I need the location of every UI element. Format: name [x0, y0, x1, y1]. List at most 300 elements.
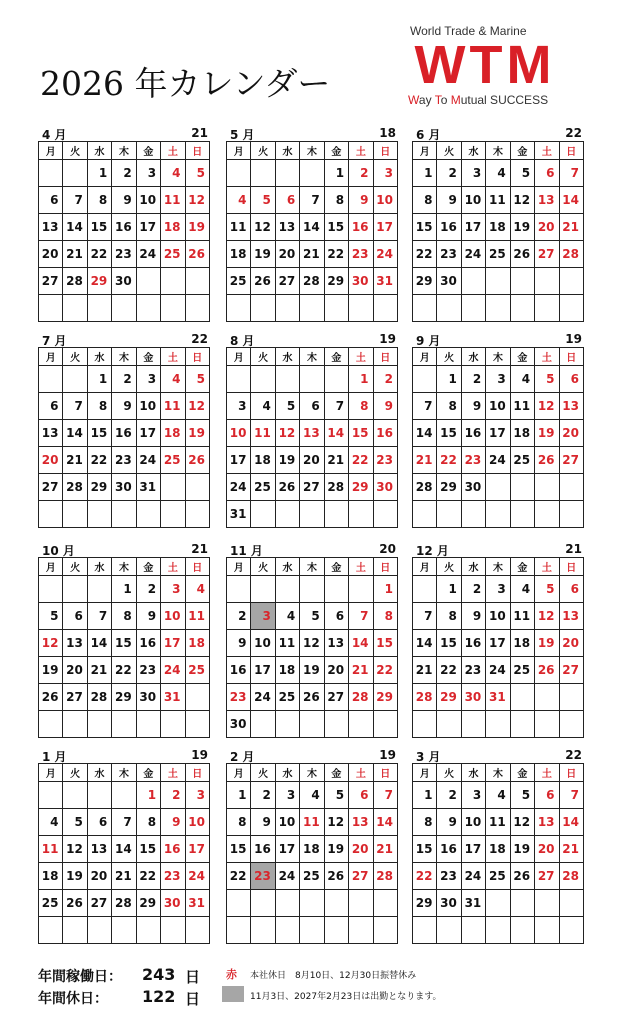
day-cell: 5 [185, 160, 209, 187]
day-cell: 18 [300, 836, 324, 863]
weekday-header: 水 [87, 348, 111, 366]
day-cell: 20 [349, 836, 373, 863]
day-cell: 3 [227, 393, 251, 420]
day-cell: 18 [161, 420, 185, 447]
month-name: 8 月 [230, 334, 255, 348]
day-cell: 16 [461, 630, 485, 657]
day-cell: 12 [251, 214, 275, 241]
day-cell: 12 [535, 603, 559, 630]
svg-text:WTM: WTM [414, 36, 556, 95]
day-cell: 12 [535, 393, 559, 420]
weekday-header: 金 [324, 142, 348, 160]
day-cell [437, 711, 461, 738]
month-grid [38, 557, 210, 738]
day-cell [63, 782, 87, 809]
month-block [412, 124, 584, 288]
day-cell [251, 890, 275, 917]
day-cell [185, 917, 209, 944]
day-cell: 3 [161, 576, 185, 603]
week-row [413, 782, 584, 809]
weekday-header: 土 [161, 348, 185, 366]
day-cell: 23 [112, 447, 136, 474]
day-cell: 9 [461, 603, 485, 630]
day-cell [461, 268, 485, 295]
day-cell: 28 [112, 890, 136, 917]
day-cell: 2 [112, 160, 136, 187]
legend-gray-swatch [222, 986, 244, 1002]
day-cell: 17 [486, 420, 510, 447]
day-cell: 31 [185, 890, 209, 917]
day-cell [510, 684, 534, 711]
day-cell: 19 [63, 863, 87, 890]
weekday-header: 日 [559, 348, 583, 366]
weekday-header: 木 [486, 764, 510, 782]
day-cell [39, 782, 63, 809]
day-cell: 8 [413, 809, 437, 836]
day-cell [300, 711, 324, 738]
weekday-header: 木 [300, 348, 324, 366]
weekday-header: 金 [510, 558, 534, 576]
day-cell: 21 [559, 214, 583, 241]
day-cell: 13 [559, 393, 583, 420]
day-cell: 18 [510, 420, 534, 447]
day-cell: 13 [275, 214, 299, 241]
week-row [227, 393, 398, 420]
day-cell: 1 [227, 782, 251, 809]
weekday-header: 火 [437, 764, 461, 782]
day-cell: 10 [373, 187, 397, 214]
day-cell [461, 711, 485, 738]
day-cell: 23 [437, 241, 461, 268]
weekday-header: 月 [227, 764, 251, 782]
day-cell: 10 [251, 630, 275, 657]
day-cell [275, 917, 299, 944]
day-cell: 28 [559, 863, 583, 890]
day-cell: 6 [535, 782, 559, 809]
day-cell: 22 [437, 447, 461, 474]
day-cell [136, 295, 160, 322]
week-row [227, 268, 398, 295]
day-cell [300, 295, 324, 322]
day-cell [227, 295, 251, 322]
day-cell [559, 917, 583, 944]
day-cell: 4 [510, 576, 534, 603]
day-cell: 10 [486, 603, 510, 630]
day-cell: 30 [227, 711, 251, 738]
month-name: 5 月 [230, 128, 255, 142]
week-row [39, 295, 210, 322]
day-cell [486, 268, 510, 295]
day-cell: 18 [39, 863, 63, 890]
legend-gray-text: 11月3日、2027年2月23日は出勤となります。 [250, 992, 442, 1002]
day-cell: 18 [275, 657, 299, 684]
month-name: 3 月 [416, 750, 441, 764]
day-cell: 5 [535, 576, 559, 603]
day-cell: 24 [486, 447, 510, 474]
weekday-header: 土 [349, 558, 373, 576]
day-cell [251, 295, 275, 322]
week-row [227, 576, 398, 603]
day-cell: 2 [136, 576, 160, 603]
day-cell: 8 [437, 603, 461, 630]
weekday-header: 金 [510, 348, 534, 366]
month-block [412, 540, 584, 704]
day-cell: 25 [185, 657, 209, 684]
day-cell: 4 [161, 366, 185, 393]
day-cell: 30 [112, 474, 136, 501]
day-cell: 22 [413, 241, 437, 268]
day-cell: 13 [535, 809, 559, 836]
day-cell: 18 [161, 214, 185, 241]
weekday-header: 木 [486, 142, 510, 160]
day-cell: 5 [324, 782, 348, 809]
day-cell: 21 [559, 836, 583, 863]
day-cell [136, 268, 160, 295]
day-cell: 28 [300, 268, 324, 295]
day-cell: 14 [112, 836, 136, 863]
day-cell: 8 [87, 187, 111, 214]
day-cell: 30 [136, 684, 160, 711]
day-cell: 12 [324, 809, 348, 836]
weekday-header-row [413, 558, 584, 576]
day-cell: 19 [300, 657, 324, 684]
day-cell: 13 [349, 809, 373, 836]
day-cell: 30 [161, 890, 185, 917]
weekday-header: 月 [413, 764, 437, 782]
weekday-header-row [227, 764, 398, 782]
day-cell: 27 [87, 890, 111, 917]
month-block [38, 124, 210, 288]
day-cell: 3 [461, 782, 485, 809]
day-cell [373, 501, 397, 528]
month-header [412, 540, 584, 558]
day-cell [486, 711, 510, 738]
week-row [413, 241, 584, 268]
day-cell: 27 [535, 863, 559, 890]
month-header [38, 124, 210, 142]
weekday-header: 日 [559, 142, 583, 160]
week-row [39, 501, 210, 528]
weekday-header: 木 [486, 558, 510, 576]
day-cell: 15 [437, 630, 461, 657]
month-block [38, 540, 210, 704]
legend-red-mark: 赤 [226, 968, 237, 981]
month-header [226, 124, 398, 142]
weekday-header: 日 [185, 142, 209, 160]
day-cell: 4 [486, 782, 510, 809]
day-cell: 8 [413, 187, 437, 214]
day-cell: 11 [300, 809, 324, 836]
day-cell: 2 [161, 782, 185, 809]
day-cell: 18 [510, 630, 534, 657]
day-cell: 14 [300, 214, 324, 241]
day-cell: 11 [510, 393, 534, 420]
day-cell [161, 917, 185, 944]
day-cell [349, 890, 373, 917]
day-cell [275, 160, 299, 187]
day-cell [324, 917, 348, 944]
day-cell [373, 890, 397, 917]
day-cell: 28 [87, 684, 111, 711]
month-header [38, 330, 210, 348]
day-cell: 8 [437, 393, 461, 420]
day-cell: 12 [185, 187, 209, 214]
day-cell [227, 160, 251, 187]
month-block [226, 124, 398, 288]
weekday-header: 月 [39, 764, 63, 782]
day-cell: 19 [275, 447, 299, 474]
day-cell [63, 295, 87, 322]
day-cell [251, 366, 275, 393]
day-cell: 25 [161, 241, 185, 268]
week-row [39, 657, 210, 684]
day-cell [185, 268, 209, 295]
day-cell: 20 [535, 836, 559, 863]
day-cell: 8 [373, 603, 397, 630]
day-cell: 4 [275, 603, 299, 630]
weekday-header: 水 [87, 558, 111, 576]
work-days-summary [38, 965, 201, 986]
day-cell [87, 501, 111, 528]
day-cell [535, 684, 559, 711]
day-cell: 30 [373, 474, 397, 501]
week-row [413, 684, 584, 711]
month-workday-count: 20 [379, 542, 396, 556]
weekday-header: 水 [461, 764, 485, 782]
day-cell: 31 [461, 890, 485, 917]
day-cell: 1 [324, 160, 348, 187]
day-cell [559, 684, 583, 711]
week-row [413, 447, 584, 474]
week-row [227, 836, 398, 863]
day-cell [63, 366, 87, 393]
week-row [39, 187, 210, 214]
day-cell: 17 [486, 630, 510, 657]
day-cell: 10 [461, 187, 485, 214]
week-row [39, 917, 210, 944]
week-row [227, 295, 398, 322]
day-cell: 16 [437, 214, 461, 241]
week-row [227, 917, 398, 944]
weekday-header: 土 [349, 764, 373, 782]
day-cell: 20 [39, 447, 63, 474]
day-cell [161, 501, 185, 528]
day-cell: 21 [300, 241, 324, 268]
day-cell: 4 [161, 160, 185, 187]
day-cell: 21 [63, 241, 87, 268]
day-cell [63, 160, 87, 187]
day-cell: 9 [112, 187, 136, 214]
week-row [227, 447, 398, 474]
day-cell [510, 501, 534, 528]
day-cell: 20 [63, 657, 87, 684]
week-row [227, 630, 398, 657]
day-cell: 13 [535, 187, 559, 214]
weekday-header: 土 [349, 142, 373, 160]
day-cell: 7 [413, 603, 437, 630]
day-cell: 28 [373, 863, 397, 890]
work-days-label: 年間稼働日： [38, 969, 122, 985]
day-cell: 11 [510, 603, 534, 630]
weekday-header: 水 [275, 558, 299, 576]
day-cell: 28 [324, 474, 348, 501]
week-row [39, 863, 210, 890]
week-row [413, 187, 584, 214]
month-grid [226, 141, 398, 322]
day-cell [161, 711, 185, 738]
weekday-header: 火 [251, 348, 275, 366]
day-cell: 17 [136, 214, 160, 241]
day-cell: 23 [161, 863, 185, 890]
day-cell [437, 917, 461, 944]
day-cell [112, 782, 136, 809]
month-grid [412, 557, 584, 738]
week-row [227, 214, 398, 241]
weekday-header: 日 [373, 558, 397, 576]
day-cell: 21 [87, 657, 111, 684]
day-cell: 23 [373, 447, 397, 474]
day-cell [510, 268, 534, 295]
week-row [227, 809, 398, 836]
day-cell: 16 [251, 836, 275, 863]
weekday-header: 月 [413, 558, 437, 576]
day-cell: 4 [300, 782, 324, 809]
day-cell: 27 [535, 241, 559, 268]
day-cell: 14 [324, 420, 348, 447]
week-row [39, 576, 210, 603]
weekday-header: 月 [227, 348, 251, 366]
day-cell: 26 [275, 474, 299, 501]
month-name: 6 月 [416, 128, 441, 142]
day-cell: 9 [437, 187, 461, 214]
day-cell: 7 [63, 393, 87, 420]
day-cell: 5 [300, 603, 324, 630]
week-row [39, 836, 210, 863]
day-cell: 6 [275, 187, 299, 214]
day-cell: 17 [275, 836, 299, 863]
weekday-header: 土 [349, 348, 373, 366]
weekday-header: 火 [251, 142, 275, 160]
day-cell [349, 711, 373, 738]
day-cell: 17 [136, 420, 160, 447]
day-cell: 27 [349, 863, 373, 890]
day-cell: 16 [373, 420, 397, 447]
weekday-header: 金 [136, 764, 160, 782]
day-cell [373, 295, 397, 322]
day-cell: 26 [535, 447, 559, 474]
week-row [39, 684, 210, 711]
weekday-header: 土 [161, 558, 185, 576]
weekday-header: 火 [63, 348, 87, 366]
day-cell [324, 890, 348, 917]
day-cell: 15 [87, 420, 111, 447]
month-workday-count: 22 [191, 332, 208, 346]
day-cell [87, 295, 111, 322]
day-cell: 12 [63, 836, 87, 863]
weekday-header: 水 [87, 142, 111, 160]
day-cell: 13 [39, 214, 63, 241]
day-cell [227, 890, 251, 917]
day-cell: 20 [559, 630, 583, 657]
week-row [413, 393, 584, 420]
day-cell: 3 [136, 366, 160, 393]
weekday-header: 木 [300, 142, 324, 160]
day-cell: 8 [112, 603, 136, 630]
day-cell: 11 [227, 214, 251, 241]
work-days-unit: 日 [185, 968, 201, 986]
day-cell: 4 [39, 809, 63, 836]
day-cell: 18 [486, 214, 510, 241]
weekday-header: 土 [161, 764, 185, 782]
day-cell: 20 [275, 241, 299, 268]
month-block [38, 330, 210, 494]
week-row [39, 630, 210, 657]
day-cell [486, 474, 510, 501]
day-cell [63, 501, 87, 528]
week-row [39, 268, 210, 295]
weekday-header: 月 [227, 558, 251, 576]
day-cell: 18 [185, 630, 209, 657]
month-grid [38, 763, 210, 944]
day-cell [39, 917, 63, 944]
month-workday-count: 18 [379, 126, 396, 140]
week-row [413, 630, 584, 657]
day-cell: 31 [486, 684, 510, 711]
day-cell [559, 890, 583, 917]
day-cell [300, 890, 324, 917]
day-cell: 6 [39, 187, 63, 214]
day-cell: 7 [63, 187, 87, 214]
day-cell: 3 [185, 782, 209, 809]
day-cell: 30 [437, 268, 461, 295]
day-cell [136, 917, 160, 944]
day-cell [324, 711, 348, 738]
day-cell: 13 [87, 836, 111, 863]
day-cell: 24 [185, 863, 209, 890]
week-row [413, 295, 584, 322]
day-cell: 30 [461, 684, 485, 711]
day-cell: 2 [437, 160, 461, 187]
month-workday-count: 19 [191, 748, 208, 762]
week-row [39, 782, 210, 809]
day-cell: 14 [559, 809, 583, 836]
day-cell: 21 [413, 657, 437, 684]
day-cell: 29 [136, 890, 160, 917]
day-cell [559, 474, 583, 501]
day-cell [510, 711, 534, 738]
month-header [226, 330, 398, 348]
day-cell: 27 [559, 447, 583, 474]
day-cell [112, 295, 136, 322]
month-name: 9 月 [416, 334, 441, 348]
day-cell: 22 [112, 657, 136, 684]
day-cell: 14 [559, 187, 583, 214]
day-cell: 22 [413, 863, 437, 890]
day-cell: 1 [413, 160, 437, 187]
day-cell: 30 [461, 474, 485, 501]
day-cell [251, 576, 275, 603]
day-cell [535, 474, 559, 501]
day-cell: 19 [535, 630, 559, 657]
month-grid [412, 141, 584, 322]
day-cell [185, 684, 209, 711]
week-row [227, 160, 398, 187]
day-cell: 15 [324, 214, 348, 241]
month-block [226, 540, 398, 731]
day-cell: 10 [486, 393, 510, 420]
day-cell [300, 160, 324, 187]
month-grid [412, 763, 584, 944]
